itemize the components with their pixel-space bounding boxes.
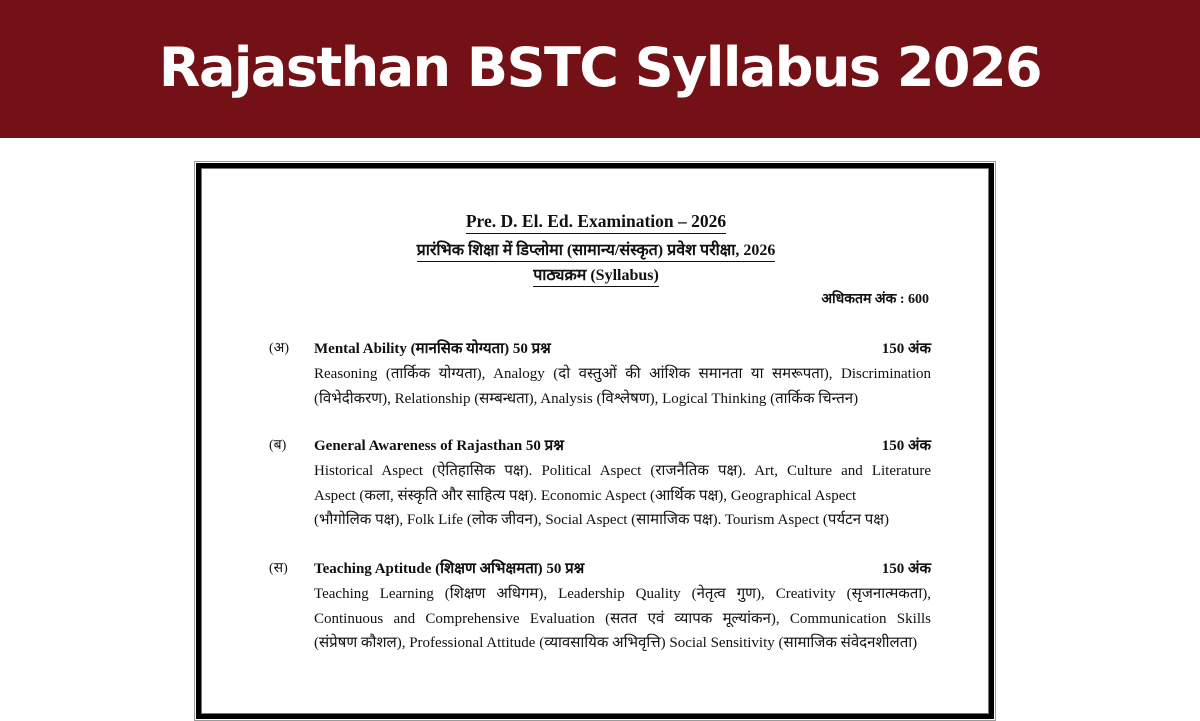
section-marks: 150 अंक [881, 438, 931, 454]
topic-line: Historical Aspect (ऐतिहासिक पक्ष). Political Aspect (राजनैतिक पक्ष). Art, Culture and Literature [314, 463, 931, 479]
section-title: Mental Ability (मानसिक योग्यता) 50 प्रश्न [314, 341, 551, 357]
section-label: (ब) [269, 438, 287, 453]
topic-line: (विभेदीकरण), Relationship (सम्बन्धता), Analysis (विश्लेषण), Logical Thinking (तार्किक चिन्तन) [314, 390, 859, 407]
exam-heading-hindi-text: प्रारंभिक शिक्षा में डिप्लोमा (सामान्य/संस्कृत) प्रवेश परीक्षा, 2026 [417, 238, 776, 262]
topic-line: (भौगोलिक पक्ष), Folk Life (लोक जीवन), Social Aspect (सामाजिक पक्ष). Tourism Aspect (पर्यटन पक्ष) [314, 512, 890, 528]
topic-line: Aspect (कला, संस्कृति और साहित्य पक्ष). Economic Aspect (आर्थिक पक्ष), Geographical Aspect [314, 487, 857, 504]
section-title: Teaching Aptitude (शिक्षण अभिक्षमता) 50 प्रश्न [314, 561, 585, 577]
section-topics [314, 459, 931, 533]
title-banner [0, 0, 1200, 138]
exam-heading-text: Pre. D. El. Ed. Examination – 2026 [466, 211, 726, 234]
exam-heading-hindi [195, 238, 997, 262]
section-label: (स) [269, 561, 288, 576]
syllabus-heading-text: पाठ्यक्रम (Syllabus) [533, 263, 659, 287]
section-topics [314, 362, 931, 411]
section-marks: 150 अंक [881, 561, 931, 577]
topic-line: (संप्रेषण कौशल), Professional Attitude (व्यावसायिक अभिवृत्ति) Social Sensitivity (सामाजिक संवेदनशीलता) [314, 635, 918, 651]
syllabus-heading [195, 263, 997, 287]
section-label: (अ) [269, 341, 290, 356]
topic-line: Teaching Learning (शिक्षण अधिगम), Leadership Quality (नेतृत्व गुण), Creativity (सृजनात्मकता), [314, 586, 931, 602]
topic-line: Continuous and Comprehensive Evaluation (सतत एवं व्यापक मूल्यांकन), Communication Skills [314, 610, 931, 627]
max-marks: अधिकतम अंक : 600 [821, 292, 929, 307]
banner-title: Rajasthan BSTC Syllabus 2026 [158, 35, 1042, 99]
exam-heading [195, 211, 997, 234]
topic-line: Reasoning (तार्किक योग्यता), Analogy (दो वस्तुओं की आंशिक समानता या समरूपता), Discrimination [314, 366, 931, 382]
section-title: General Awareness of Rajasthan 50 प्रश्न [314, 438, 564, 454]
section-topics [314, 582, 931, 656]
syllabus-document [194, 161, 996, 721]
section-marks: 150 अंक [881, 341, 931, 357]
